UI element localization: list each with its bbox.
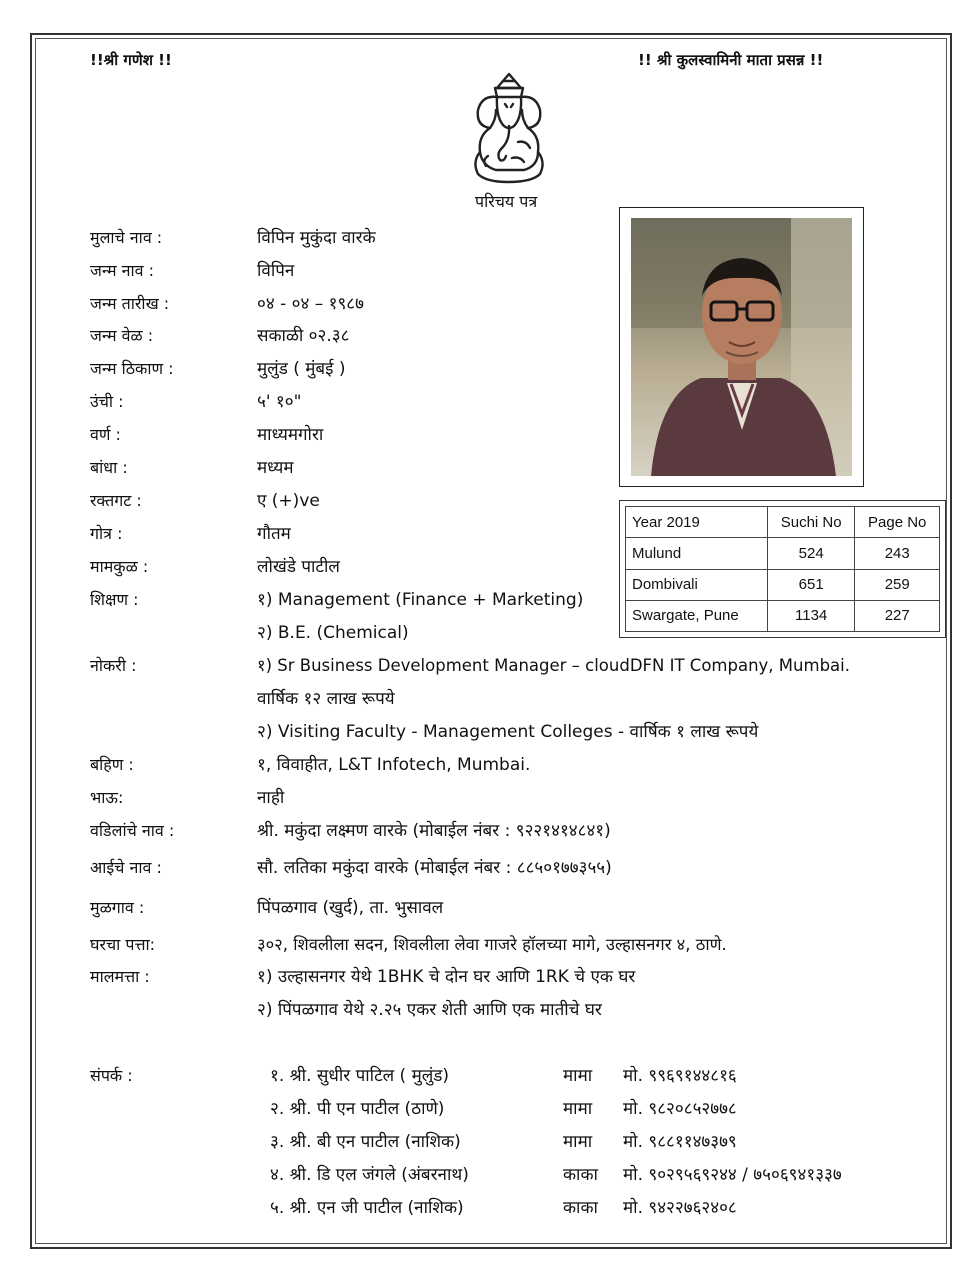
detail-value: लोखंडे पाटील — [257, 557, 340, 577]
detail-label: बहिण : — [90, 755, 134, 774]
detail-value: ए (+)ve — [257, 491, 320, 511]
detail-label: नोकरी : — [90, 656, 137, 675]
detail-label: वर्ण : — [90, 425, 121, 444]
detail-value: पिंपळगाव (खुर्द), ता. भुसावल — [257, 898, 444, 918]
profile-photo — [631, 218, 852, 476]
contact-name: ४. श्री. डि एल जंगले (अंबरनाथ) — [270, 1165, 469, 1185]
table-cell: 259 — [855, 569, 940, 600]
detail-label: मामकुळ : — [90, 557, 149, 576]
detail-label: बांधा : — [90, 458, 128, 477]
table-header-row — [626, 507, 940, 538]
contact-name: ३. श्री. बी एन पाटील (नाशिक) — [270, 1132, 461, 1152]
detail-value: नाही — [257, 788, 285, 808]
detail-value: १) Sr Business Development Manager – cloudDFN IT Company, Mumbai. — [257, 656, 850, 675]
contact-relation: काका — [563, 1165, 598, 1185]
contact-relation: काका — [563, 1198, 598, 1218]
detail-value: १) Management (Finance + Marketing) — [257, 590, 584, 610]
contact-name: २. श्री. पी एन पाटील (ठाणे) — [270, 1099, 445, 1119]
detail-value: मुलुंड ( मुंबई ) — [257, 359, 346, 379]
detail-label: जन्म तारीख : — [90, 294, 170, 313]
table-header-cell: Page No — [855, 507, 940, 538]
detail-value: ३०२, शिवलीला सदन, शिवलीला लेवा गाजरे हॉलच्या मागे, उल्हासनगर ४, ठाणे. — [257, 935, 727, 954]
detail-label: जन्म वेळ : — [90, 326, 154, 345]
table-cell: 1134 — [767, 600, 855, 631]
header-right-invocation: !! श्री कुलस्वामिनी माता प्रसन्न !! — [638, 51, 824, 69]
table-header-cell: Year 2019 — [626, 507, 768, 538]
detail-value: २) पिंपळगाव येथे २.२५ एकर शेती आणि एक मातीचे घर — [257, 1000, 602, 1020]
detail-value: १, विवाहीत, L&T Infotech, Mumbai. — [257, 755, 531, 775]
detail-value: माध्यमगोरा — [257, 425, 324, 445]
contact-label: संपर्क : — [90, 1066, 133, 1085]
page-title: परिचय पत्र — [475, 192, 538, 211]
table-row — [626, 600, 940, 631]
detail-label: वडिलांचे नाव : — [90, 821, 175, 840]
table-cell: Swargate, Pune — [626, 600, 768, 631]
table-cell: 243 — [855, 538, 940, 569]
detail-label: जन्म नाव : — [90, 261, 155, 280]
detail-value: ५' १०" — [257, 392, 302, 412]
detail-value: २) B.E. (Chemical) — [257, 623, 409, 643]
suchi-table — [625, 506, 940, 632]
detail-label: गोत्र : — [90, 524, 123, 543]
contact-phone: मो. ९८८११४७३७९ — [623, 1132, 737, 1152]
table-row — [626, 538, 940, 569]
detail-label: मुळगाव : — [90, 898, 145, 917]
detail-label: उंची : — [90, 392, 124, 411]
table-cell: Dombivali — [626, 569, 768, 600]
contact-name: १. श्री. सुधीर पाटिल ( मुलुंड) — [270, 1066, 450, 1086]
suchi-table-frame — [619, 500, 946, 638]
detail-value: सकाळी ०२.३८ — [257, 326, 350, 346]
contact-relation: मामा — [563, 1066, 593, 1086]
detail-label: भाऊ: — [90, 788, 124, 807]
contact-phone: मो. ९९६९१४४८१६ — [623, 1066, 737, 1086]
ganesha-emblem-icon — [466, 70, 552, 186]
detail-value: ०४ - ०४ – १९८७ — [257, 294, 364, 314]
detail-value: वार्षिक १२ लाख रूपये — [257, 689, 395, 709]
table-cell: 651 — [767, 569, 855, 600]
contact-relation: मामा — [563, 1099, 593, 1119]
detail-label: घरचा पत्ता: — [90, 935, 156, 954]
detail-value: सौ. लतिका मकुंदा वारके (मोबाईल नंबर : ८८५०१७७३५५) — [257, 858, 612, 878]
detail-value: मध्यम — [257, 458, 294, 478]
detail-label: रक्तगट : — [90, 491, 142, 510]
detail-label: जन्म ठिकाण : — [90, 359, 174, 378]
header-left-invocation: !!श्री गणेश !! — [90, 51, 172, 69]
detail-value: १) उल्हासनगर येथे 1BHK चे दोन घर आणि 1RK चे एक घर — [257, 967, 636, 987]
detail-value: विपिन — [257, 261, 295, 281]
contact-phone: मो. ९०२९५६९२४४ / ७५०६९४१३३७ — [623, 1165, 842, 1185]
detail-label: आईचे नाव : — [90, 858, 162, 877]
table-row — [626, 569, 940, 600]
table-cell: Mulund — [626, 538, 768, 569]
profile-photo-frame — [619, 207, 864, 487]
contact-phone: मो. ९८२०८५२७७८ — [623, 1099, 737, 1119]
detail-label: मुलाचे नाव : — [90, 228, 163, 247]
detail-label: शिक्षण : — [90, 590, 139, 609]
table-header-cell: Suchi No — [767, 507, 855, 538]
detail-value: २) Visiting Faculty - Management Colleges - वार्षिक १ लाख रूपये — [257, 722, 759, 742]
contact-phone: मो. ९४२२७६२४०८ — [623, 1198, 737, 1218]
detail-label: मालमत्ता : — [90, 967, 150, 986]
table-cell: 524 — [767, 538, 855, 569]
contact-name: ५. श्री. एन जी पाटील (नाशिक) — [270, 1198, 464, 1218]
detail-value: गौतम — [257, 524, 291, 544]
detail-value: विपिन मुकुंदा वारके — [257, 228, 376, 248]
table-cell: 227 — [855, 600, 940, 631]
contact-relation: मामा — [563, 1132, 593, 1152]
detail-value: श्री. मकुंदा लक्ष्मण वारके (मोबाईल नंबर : ९२२१४१४८४१) — [257, 821, 611, 841]
